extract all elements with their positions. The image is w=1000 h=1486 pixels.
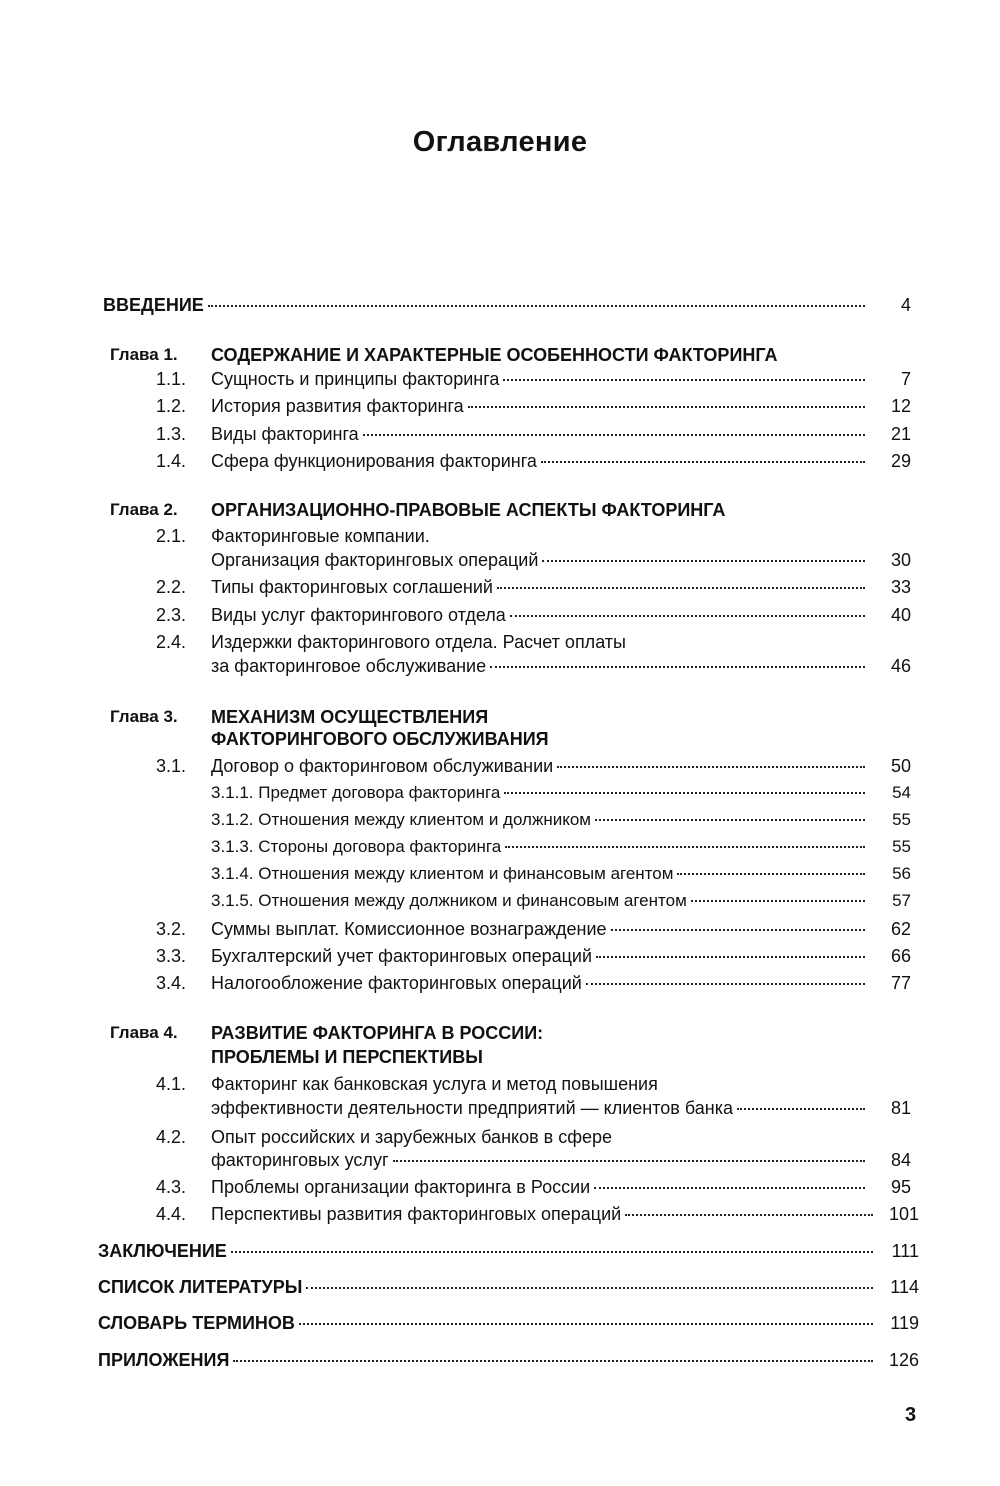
toc-entry[interactable] — [211, 1203, 919, 1225]
toc-entry-text: Сущность и принципы факторинга — [211, 369, 500, 389]
toc-entry[interactable] — [211, 755, 911, 777]
toc-entry[interactable] — [211, 368, 911, 390]
toc-entry-text: Договор о факторинговом обслуживании — [211, 756, 554, 776]
section-title-line: Опыт российских и зарубежных банков в сфере — [211, 1127, 613, 1147]
toc-entry-page: 12 — [890, 396, 911, 416]
toc-entry-text: за факторинговое обслуживание — [211, 656, 487, 676]
toc-entry[interactable] — [211, 918, 911, 940]
toc-entry-text: Организация факторинговых операций — [211, 550, 539, 570]
toc-entry[interactable] — [211, 655, 911, 677]
toc-entry-page: 7 — [900, 369, 911, 389]
toc-entry-text: ПРИЛОЖЕНИЯ — [98, 1350, 230, 1370]
toc-entry-text: Проблемы организации факторинга в России — [211, 1177, 591, 1197]
toc-entry-page: 4 — [900, 295, 911, 315]
section-number: 2.3. — [156, 605, 187, 625]
toc-entry-glossary[interactable] — [98, 1312, 919, 1334]
chapter-label: Глава 4. — [110, 1023, 178, 1042]
toc-entry-page: 29 — [890, 451, 911, 471]
chapter-title: ПРОБЛЕМЫ И ПЕРСПЕКТИВЫ — [211, 1047, 483, 1067]
toc-entry[interactable] — [211, 1149, 911, 1171]
toc-entry-text: Виды услуг факторингового отдела — [211, 605, 506, 625]
toc-entry[interactable] — [211, 549, 911, 571]
toc-entry-page: 77 — [890, 973, 911, 993]
section-number: 4.3. — [156, 1177, 187, 1197]
toc-entry[interactable] — [211, 423, 911, 445]
toc-entry-text: 3.1.5. Отношения между должником и финансовым агентом — [211, 891, 687, 910]
chapter-title: ФАКТОРИНГОВОГО ОБСЛУЖИВАНИЯ — [211, 729, 549, 749]
section-number: 4.4. — [156, 1204, 187, 1224]
toc-entry-page: 66 — [890, 946, 911, 966]
toc-entry-page: 111 — [891, 1241, 919, 1261]
page-title: Оглавление — [412, 126, 588, 158]
toc-entry[interactable] — [211, 945, 911, 967]
toc-entry-conclusion[interactable] — [98, 1240, 919, 1262]
chapter-title: СОДЕРЖАНИЕ И ХАРАКТЕРНЫЕ ОСОБЕННОСТИ ФАКТОРИНГА — [211, 345, 778, 365]
toc-entry-text: СЛОВАРЬ ТЕРМИНОВ — [98, 1313, 295, 1333]
toc-entry-text: Бухгалтерский учет факторинговых операций — [211, 946, 593, 966]
toc-entry-page: 114 — [890, 1277, 919, 1297]
toc-entry-text: Налогообложение факторинговых операций — [211, 973, 582, 993]
toc-entry-page: 30 — [890, 550, 911, 570]
section-number: 1.3. — [156, 424, 187, 444]
section-number: 1.2. — [156, 396, 187, 416]
chapter-label: Глава 2. — [110, 500, 178, 519]
section-title-line: Факторинг как банковская услуга и метод повышения — [211, 1074, 658, 1094]
toc-entry-text: 3.1.4. Отношения между клиентом и финансовым агентом — [211, 864, 674, 883]
toc-entry[interactable] — [211, 604, 911, 626]
toc-entry[interactable] — [211, 395, 911, 417]
toc-entry[interactable] — [211, 809, 911, 831]
chapter-title: РАЗВИТИЕ ФАКТОРИНГА В РОССИИ: — [211, 1023, 544, 1043]
section-number: 1.4. — [156, 451, 187, 471]
chapter-title: ОРГАНИЗАЦИОННО-ПРАВОВЫЕ АСПЕКТЫ ФАКТОРИНГА — [211, 500, 726, 520]
toc-entry-page: 84 — [890, 1150, 911, 1170]
chapter-label: Глава 3. — [110, 707, 178, 726]
toc-entry-page: 62 — [890, 919, 911, 939]
section-number: 3.4. — [156, 973, 187, 993]
section-number: 3.1. — [156, 756, 187, 776]
toc-entry[interactable] — [211, 890, 911, 912]
toc-entry-text: ЗАКЛЮЧЕНИЕ — [98, 1241, 227, 1261]
toc-entry[interactable] — [211, 1097, 911, 1119]
toc-entry-text: 3.1.1. Предмет договора факторинга — [211, 783, 501, 802]
section-number: 4.1. — [156, 1074, 187, 1094]
toc-entry-page: 57 — [892, 891, 911, 910]
toc-entry-text: СПИСОК ЛИТЕРАТУРЫ — [98, 1277, 303, 1297]
toc-entry-page: 50 — [890, 756, 911, 776]
toc-entry-page: 101 — [888, 1204, 919, 1224]
section-number: 3.2. — [156, 919, 187, 939]
chapter-label: Глава 1. — [110, 345, 178, 364]
toc-entry-text: Перспективы развития факторинговых операций — [211, 1204, 622, 1224]
toc-entry-page: 81 — [890, 1098, 911, 1118]
section-number: 2.1. — [156, 526, 187, 546]
toc-entry[interactable] — [211, 576, 911, 598]
section-number: 1.1. — [156, 369, 187, 389]
toc-entry-text: История развития факторинга — [211, 396, 464, 416]
chapter-title: МЕХАНИЗМ ОСУЩЕСТВЛЕНИЯ — [211, 707, 489, 727]
toc-entry[interactable] — [211, 836, 911, 858]
toc-entry[interactable] — [211, 1176, 911, 1198]
section-title-line: Факторинговые компании. — [211, 526, 430, 546]
toc-entry-text: Сфера функционирования факторинга — [211, 451, 537, 471]
toc-entry-page: 46 — [890, 656, 911, 676]
toc-entry-page: 56 — [892, 864, 911, 883]
toc-entry-text: 3.1.3. Стороны договора факторинга — [211, 837, 502, 856]
toc-entry-page: 126 — [888, 1350, 919, 1370]
section-number: 3.3. — [156, 946, 187, 966]
toc-entry-text: 3.1.2. Отношения между клиентом и должником — [211, 810, 591, 829]
toc-entry-appendix[interactable] — [98, 1349, 919, 1371]
toc-entry-text: факторинговых услуг — [211, 1150, 389, 1170]
toc-entry[interactable] — [211, 782, 911, 804]
section-number: 2.2. — [156, 577, 187, 597]
toc-entry[interactable] — [211, 972, 911, 994]
toc-entry[interactable] — [211, 863, 911, 885]
toc-entry-literature[interactable] — [98, 1276, 919, 1298]
section-title-line: Издержки факторингового отдела. Расчет оплаты — [211, 632, 626, 652]
toc-entry-text: Суммы выплат. Комиссионное вознаграждение — [211, 919, 607, 939]
toc-entry-page: 54 — [892, 783, 911, 802]
page-number: 3 — [905, 1404, 917, 1426]
section-number: 2.4. — [156, 632, 187, 652]
toc-entry-page: 40 — [890, 605, 911, 625]
toc-entry-page: 55 — [892, 810, 911, 829]
toc-entry-text: эффективности деятельности предприятий — клиентов банка — [211, 1098, 733, 1118]
toc-entry-page: 95 — [890, 1177, 911, 1197]
toc-entry-text: Виды факторинга — [211, 424, 359, 444]
section-number: 4.2. — [156, 1127, 187, 1147]
toc-entry-page: 21 — [890, 424, 911, 444]
toc-entry-page: 33 — [890, 577, 911, 597]
toc-entry-page: 119 — [890, 1313, 919, 1333]
toc-entry-page: 55 — [892, 837, 911, 856]
toc-entry-intro[interactable] — [103, 294, 911, 316]
toc-entry-text: Типы факторинговых соглашений — [211, 577, 493, 597]
toc-entry-text: ВВЕДЕНИЕ — [103, 295, 204, 315]
toc-entry[interactable] — [211, 450, 911, 472]
